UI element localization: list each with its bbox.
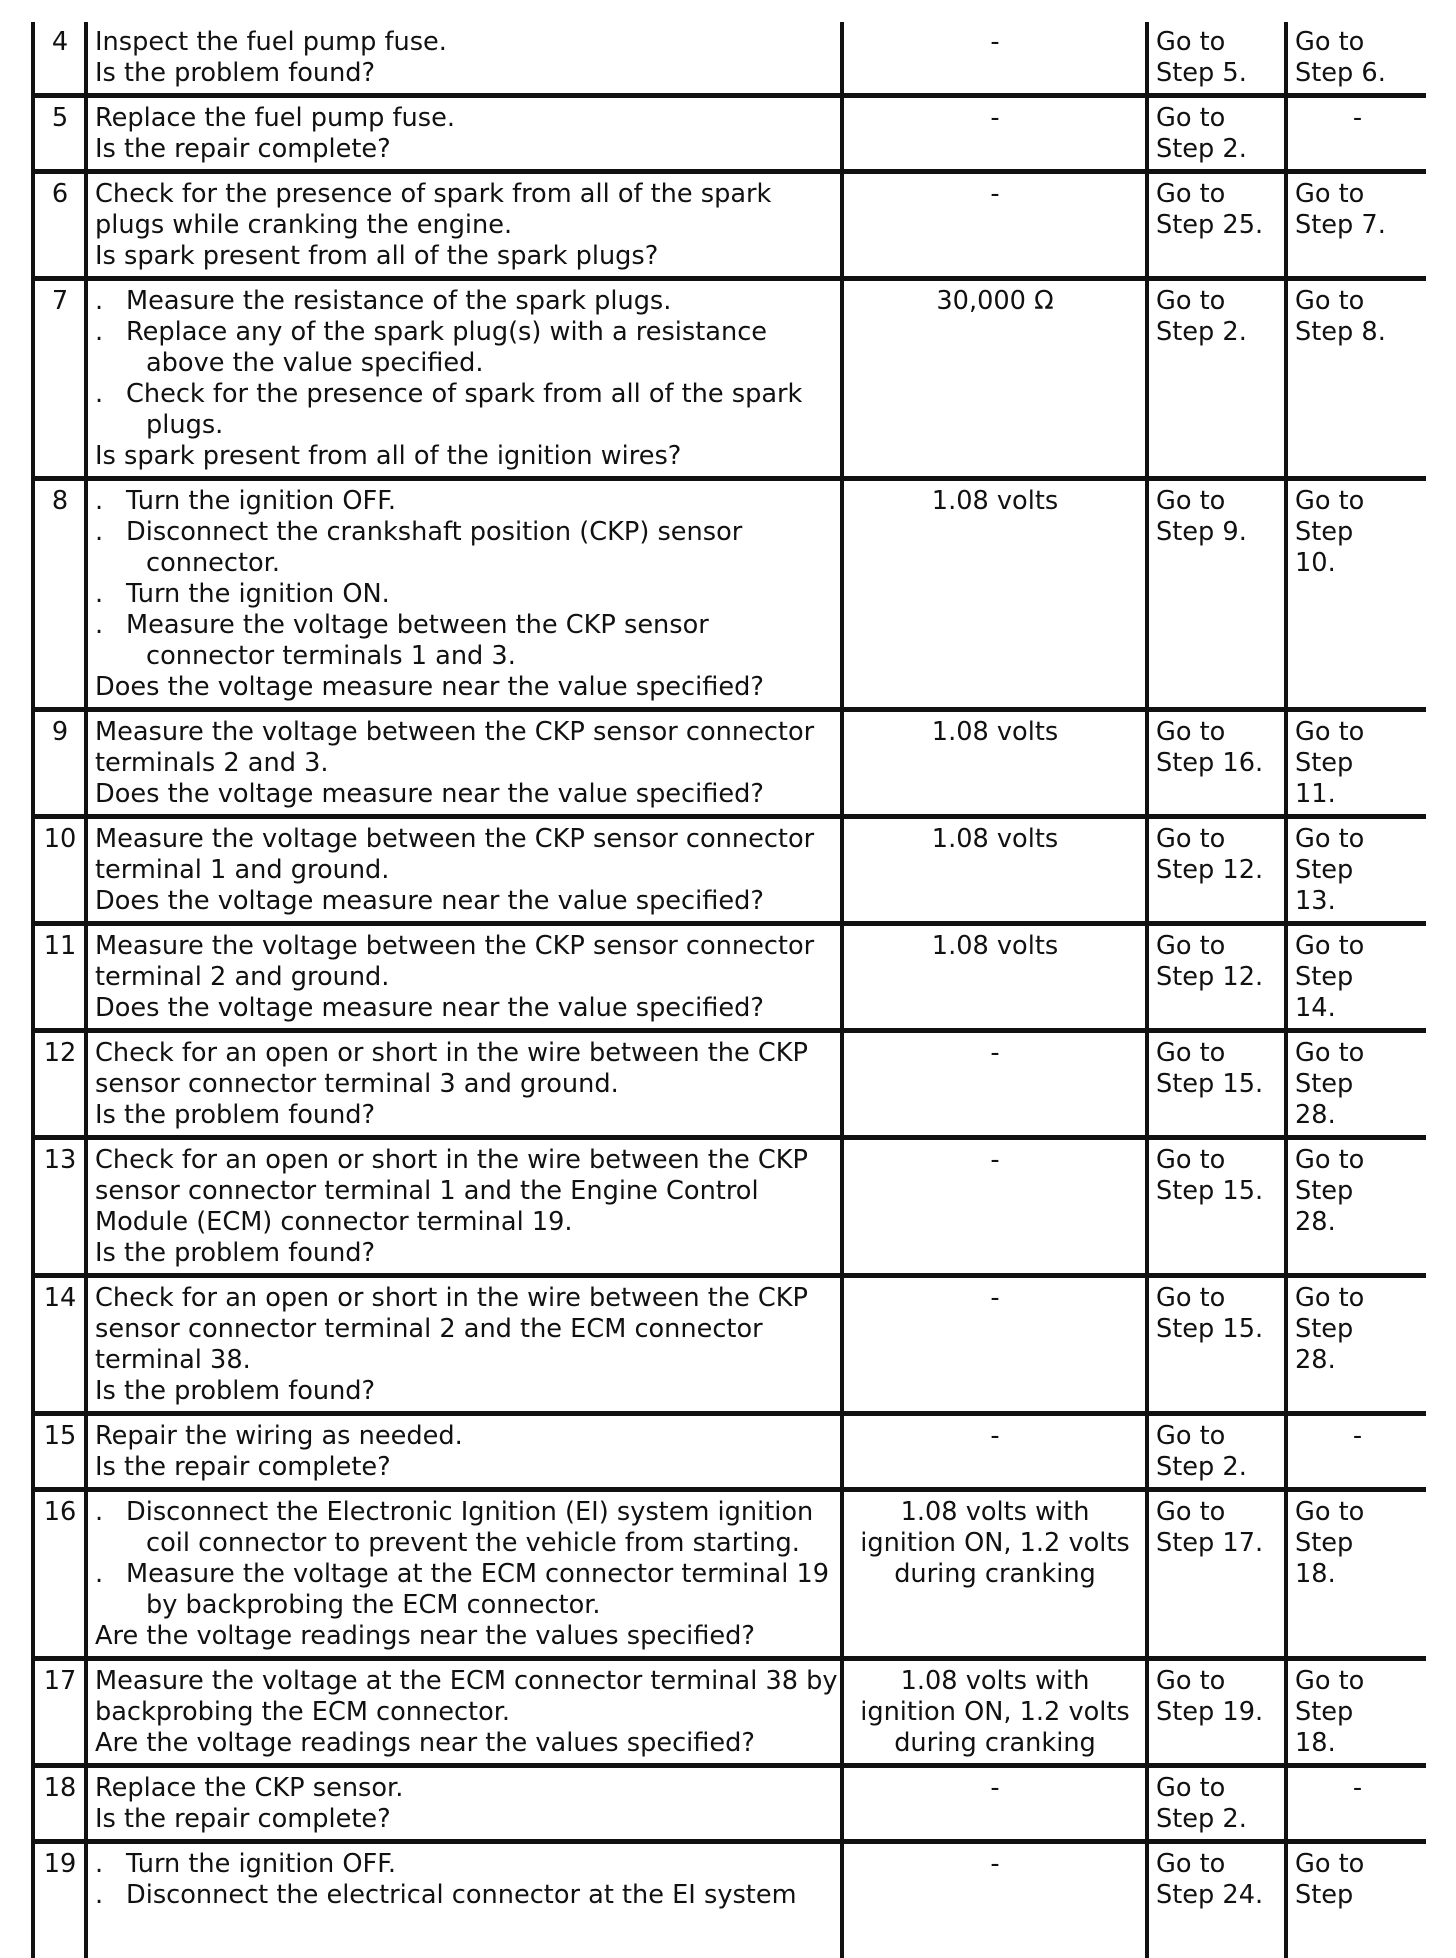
no-action-cell	[1286, 22, 1426, 96]
table-row	[33, 1031, 1426, 1138]
action-bullet-item	[95, 1849, 834, 1880]
no-goto-text: 14.	[1295, 993, 1336, 1023]
value-cell	[842, 1276, 1147, 1414]
no-goto-text: 28.	[1295, 1207, 1336, 1237]
table-row	[33, 1766, 1426, 1842]
bullet-text-line: Replace any of the spark plug(s) with a resistance	[126, 317, 768, 347]
no-action-cell	[1286, 1414, 1426, 1490]
yes-goto-text: Go to	[1156, 1145, 1226, 1175]
diagnostic-step-table	[31, 22, 1426, 1958]
bullet-text-line: plugs.	[146, 410, 224, 440]
action-cell	[86, 1842, 842, 1958]
step-number-cell	[33, 817, 86, 924]
no-goto-text: Step 6.	[1295, 58, 1386, 88]
action-text-line: Is the repair complete?	[95, 134, 391, 164]
yes-goto-text: Step 24.	[1156, 1880, 1264, 1910]
yes-action-cell	[1147, 96, 1286, 172]
action-text-line: Check for the presence of spark from all of the spark	[95, 179, 772, 209]
no-goto-text: -	[1352, 103, 1363, 133]
specified-value: 1.08 volts	[931, 931, 1059, 961]
specified-value: 1.08 volts	[931, 717, 1059, 747]
value-cell	[842, 479, 1147, 710]
specified-value: -	[990, 1421, 1000, 1451]
action-text-line: Measure the voltage between the CKP sensor connector	[95, 824, 815, 854]
action-cell	[86, 172, 842, 279]
bullet-marker: .	[95, 486, 104, 516]
action-cell	[86, 1766, 842, 1842]
yes-action-cell	[1147, 479, 1286, 710]
no-goto-text: 11.	[1295, 779, 1336, 809]
value-cell	[842, 1031, 1147, 1138]
no-goto-text: Step	[1295, 1069, 1354, 1099]
step-number-cell	[33, 1031, 86, 1138]
bullet-text-line: Disconnect the crankshaft position (CKP) sensor	[126, 517, 743, 547]
no-goto-text: Go to	[1295, 824, 1365, 854]
step-number-cell	[33, 479, 86, 710]
no-action-cell	[1286, 1031, 1426, 1138]
yes-goto-text: Go to	[1156, 824, 1226, 854]
action-text-line: Module (ECM) connector terminal 19.	[95, 1207, 573, 1237]
specified-value: -	[990, 103, 1000, 133]
table-body	[33, 22, 1426, 1958]
table-row	[33, 1490, 1426, 1659]
yes-goto-text: Go to	[1156, 1497, 1226, 1527]
specified-value: 1.08 volts with	[900, 1666, 1090, 1696]
bullet-text-line: Disconnect the electrical connector at the EI system	[126, 1880, 797, 1910]
yes-action-cell	[1147, 172, 1286, 279]
no-goto-text: Go to	[1295, 27, 1365, 57]
action-text-line: Measure the voltage at the ECM connector terminal 38 by	[95, 1666, 838, 1696]
no-goto-text: 28.	[1295, 1345, 1336, 1375]
yes-goto-text: Go to	[1156, 717, 1226, 747]
action-cell	[86, 1490, 842, 1659]
action-text-line: Repair the wiring as needed.	[95, 1421, 463, 1451]
action-text-line: Is the problem found?	[95, 58, 376, 88]
table-row	[33, 96, 1426, 172]
yes-goto-text: Step 2.	[1156, 134, 1247, 164]
action-text-line: Is the problem found?	[95, 1100, 376, 1130]
yes-action-cell	[1147, 710, 1286, 817]
bullet-marker: .	[95, 517, 104, 547]
specified-value: -	[990, 179, 1000, 209]
step-number-cell	[33, 22, 86, 96]
no-goto-text: 13.	[1295, 886, 1336, 916]
action-text-line: backprobing the ECM connector.	[95, 1697, 511, 1727]
yes-action-cell	[1147, 279, 1286, 479]
table-row	[33, 1659, 1426, 1766]
no-goto-text: 18.	[1295, 1728, 1336, 1758]
no-action-cell	[1286, 1659, 1426, 1766]
specified-value: during cranking	[894, 1728, 1096, 1758]
bullet-text-line: Check for the presence of spark from all of the spark	[126, 379, 803, 409]
no-goto-text: Go to	[1295, 286, 1365, 316]
step-number-cell	[33, 710, 86, 817]
specified-value: during cranking	[894, 1559, 1096, 1589]
action-text-line: Measure the voltage between the CKP sensor connector	[95, 931, 815, 961]
yes-goto-text: Step 2.	[1156, 1452, 1247, 1482]
yes-action-cell	[1147, 1766, 1286, 1842]
bullet-marker: .	[95, 1880, 104, 1910]
yes-action-cell	[1147, 924, 1286, 1031]
yes-goto-text: Go to	[1156, 27, 1226, 57]
bullet-marker: .	[95, 1559, 104, 1589]
yes-goto-text: Step 15.	[1156, 1176, 1264, 1206]
table-row	[33, 924, 1426, 1031]
step-number: 4	[51, 27, 69, 57]
action-cell	[86, 924, 842, 1031]
step-number: 15	[43, 1421, 77, 1451]
bullet-marker: .	[95, 286, 104, 316]
action-bullet-item	[95, 379, 834, 441]
action-cell	[86, 1138, 842, 1276]
bullet-text-line: Turn the ignition ON.	[126, 579, 390, 609]
step-number: 5	[51, 103, 69, 133]
action-text-line: Check for an open or short in the wire between the CKP	[95, 1145, 808, 1175]
no-goto-text: Go to	[1295, 1497, 1365, 1527]
specified-value: -	[990, 1038, 1000, 1068]
step-number-cell	[33, 1276, 86, 1414]
bullet-text-line: Turn the ignition OFF.	[126, 1849, 396, 1879]
step-number: 14	[43, 1283, 77, 1313]
yes-goto-text: Step 15.	[1156, 1314, 1264, 1344]
value-cell	[842, 924, 1147, 1031]
no-goto-text: Step	[1295, 1697, 1354, 1727]
no-goto-text: -	[1352, 1773, 1363, 1803]
bullet-text-line: by backprobing the ECM connector.	[146, 1590, 601, 1620]
action-text-line: Is the repair complete?	[95, 1452, 391, 1482]
no-goto-text: Step	[1295, 855, 1354, 885]
bullet-marker: .	[95, 379, 104, 409]
action-text-line: sensor connector terminal 3 and ground.	[95, 1069, 619, 1099]
bullet-text-line: connector terminals 1 and 3.	[146, 641, 516, 671]
action-text-line: Are the voltage readings near the values specified?	[95, 1728, 755, 1758]
no-goto-text: Step	[1295, 1528, 1354, 1558]
no-goto-text: 10.	[1295, 548, 1336, 578]
step-number: 19	[43, 1849, 77, 1879]
table-row	[33, 1138, 1426, 1276]
bullet-text-line: Measure the resistance of the spark plugs.	[126, 286, 672, 316]
yes-action-cell	[1147, 817, 1286, 924]
step-number-cell	[33, 1138, 86, 1276]
yes-action-cell	[1147, 1138, 1286, 1276]
step-number: 16	[43, 1497, 77, 1527]
action-bullet-item	[95, 610, 834, 672]
table-row	[33, 172, 1426, 279]
specified-value: ignition ON, 1.2 volts	[860, 1697, 1130, 1727]
value-cell	[842, 1842, 1147, 1958]
no-action-cell	[1286, 817, 1426, 924]
action-cell	[86, 1659, 842, 1766]
yes-goto-text: Step 17.	[1156, 1528, 1264, 1558]
yes-goto-text: Step 16.	[1156, 748, 1264, 778]
yes-goto-text: Go to	[1156, 103, 1226, 133]
no-goto-text: Step	[1295, 1176, 1354, 1206]
action-cell	[86, 22, 842, 96]
yes-goto-text: Go to	[1156, 1773, 1226, 1803]
value-cell	[842, 279, 1147, 479]
action-bullet-item	[95, 1880, 834, 1911]
no-goto-text: Go to	[1295, 486, 1365, 516]
no-goto-text: Go to	[1295, 1038, 1365, 1068]
yes-action-cell	[1147, 1414, 1286, 1490]
action-text-line: sensor connector terminal 1 and the Engine Control	[95, 1176, 759, 1206]
specified-value: 1.08 volts with	[900, 1497, 1090, 1527]
yes-goto-text: Go to	[1156, 1421, 1226, 1451]
table-row	[33, 1842, 1426, 1958]
step-number: 6	[51, 179, 69, 209]
action-text-line: plugs while cranking the engine.	[95, 210, 513, 240]
action-bullet-item	[95, 286, 834, 317]
value-cell	[842, 710, 1147, 817]
no-action-cell	[1286, 279, 1426, 479]
step-number: 8	[51, 486, 69, 516]
action-cell	[86, 817, 842, 924]
value-cell	[842, 172, 1147, 279]
no-goto-text: Step 8.	[1295, 317, 1386, 347]
action-text-line: Check for an open or short in the wire between the CKP	[95, 1038, 808, 1068]
yes-action-cell	[1147, 1842, 1286, 1958]
action-bullet-item	[95, 317, 834, 379]
step-number-cell	[33, 1490, 86, 1659]
step-number-cell	[33, 1414, 86, 1490]
action-text-line: Is the repair complete?	[95, 1804, 391, 1834]
no-goto-text: Go to	[1295, 931, 1365, 961]
yes-goto-text: Go to	[1156, 1666, 1226, 1696]
no-action-cell	[1286, 1138, 1426, 1276]
yes-action-cell	[1147, 1031, 1286, 1138]
no-goto-text: -	[1352, 1421, 1363, 1451]
specified-value: -	[990, 1849, 1000, 1879]
bullet-text-line: Turn the ignition OFF.	[126, 486, 396, 516]
action-text-line: sensor connector terminal 2 and the ECM connector	[95, 1314, 763, 1344]
value-cell	[842, 1490, 1147, 1659]
yes-goto-text: Step 12.	[1156, 962, 1264, 992]
step-number-cell	[33, 1766, 86, 1842]
value-cell	[842, 1659, 1147, 1766]
diagnostic-table-page	[31, 22, 1426, 1958]
no-action-cell	[1286, 924, 1426, 1031]
no-goto-text: Step 7.	[1295, 210, 1386, 240]
action-text-line: Is the problem found?	[95, 1238, 376, 1268]
yes-goto-text: Go to	[1156, 1038, 1226, 1068]
value-cell	[842, 96, 1147, 172]
step-number: 7	[51, 286, 69, 316]
bullet-text-line: above the value specified.	[146, 348, 484, 378]
bullet-text-line: connector.	[146, 548, 280, 578]
step-number-cell	[33, 1842, 86, 1958]
action-cell	[86, 479, 842, 710]
action-text-line: Does the voltage measure near the value specified?	[95, 886, 764, 916]
no-goto-text: Go to	[1295, 1145, 1365, 1175]
action-bullet-item	[95, 1559, 834, 1621]
yes-goto-text: Step 15.	[1156, 1069, 1264, 1099]
action-text-line: Is the problem found?	[95, 1376, 376, 1406]
action-text-line: Inspect the fuel pump fuse.	[95, 27, 447, 57]
value-cell	[842, 1414, 1147, 1490]
no-goto-text: Go to	[1295, 1849, 1365, 1879]
action-cell	[86, 279, 842, 479]
bullet-text-line: Measure the voltage at the ECM connector terminal 19	[126, 1559, 830, 1589]
action-cell	[86, 1276, 842, 1414]
action-text-line: Check for an open or short in the wire between the CKP	[95, 1283, 808, 1313]
step-number-cell	[33, 1659, 86, 1766]
table-row	[33, 22, 1426, 96]
step-number: 12	[43, 1038, 77, 1068]
step-number-cell	[33, 279, 86, 479]
no-action-cell	[1286, 1766, 1426, 1842]
action-cell	[86, 710, 842, 817]
bullet-marker: .	[95, 610, 104, 640]
value-cell	[842, 1138, 1147, 1276]
step-number-cell	[33, 96, 86, 172]
no-goto-text: Step	[1295, 748, 1354, 778]
yes-action-cell	[1147, 22, 1286, 96]
yes-goto-text: Step 5.	[1156, 58, 1247, 88]
action-text-line: Is spark present from all of the spark plugs?	[95, 241, 659, 271]
action-cell	[86, 1031, 842, 1138]
yes-action-cell	[1147, 1276, 1286, 1414]
no-goto-text: 18.	[1295, 1559, 1336, 1589]
bullet-marker: .	[95, 579, 104, 609]
yes-goto-text: Go to	[1156, 179, 1226, 209]
table-row	[33, 479, 1426, 710]
no-goto-text: 28.	[1295, 1100, 1336, 1130]
specified-value: ignition ON, 1.2 volts	[860, 1528, 1130, 1558]
action-bullet-item	[95, 1497, 834, 1559]
yes-goto-text: Go to	[1156, 931, 1226, 961]
action-bullet-item	[95, 579, 834, 610]
table-row	[33, 1276, 1426, 1414]
action-text-line: terminals 2 and 3.	[95, 748, 329, 778]
bullet-text-line: Disconnect the Electronic Ignition (EI) system ignition	[126, 1497, 814, 1527]
yes-goto-text: Step 2.	[1156, 1804, 1247, 1834]
table-row	[33, 710, 1426, 817]
bullet-marker: .	[95, 1849, 104, 1879]
step-question: Is spark present from all of the ignition wires?	[95, 441, 682, 471]
step-number: 10	[43, 824, 77, 854]
specified-value: 1.08 volts	[931, 824, 1059, 854]
action-cell	[86, 1414, 842, 1490]
no-goto-text: Step	[1295, 962, 1354, 992]
step-question: Does the voltage measure near the value specified?	[95, 672, 764, 702]
yes-goto-text: Step 12.	[1156, 855, 1264, 885]
yes-goto-text: Go to	[1156, 1283, 1226, 1313]
yes-goto-text: Step 9.	[1156, 517, 1247, 547]
yes-goto-text: Go to	[1156, 1849, 1226, 1879]
action-text-line: Does the voltage measure near the value specified?	[95, 779, 764, 809]
action-text-line: terminal 2 and ground.	[95, 962, 390, 992]
no-goto-text: Step	[1295, 1880, 1354, 1910]
no-action-cell	[1286, 1490, 1426, 1659]
action-text-line: terminal 1 and ground.	[95, 855, 390, 885]
yes-goto-text: Go to	[1156, 486, 1226, 516]
step-number-cell	[33, 172, 86, 279]
yes-goto-text: Go to	[1156, 286, 1226, 316]
action-cell	[86, 96, 842, 172]
action-bullet-item	[95, 486, 834, 517]
specified-value: 30,000 Ω	[936, 286, 1054, 316]
no-goto-text: Step	[1295, 1314, 1354, 1344]
bullet-marker: .	[95, 317, 104, 347]
action-text-line: Replace the CKP sensor.	[95, 1773, 404, 1803]
action-text-line: Does the voltage measure near the value specified?	[95, 993, 764, 1023]
yes-action-cell	[1147, 1490, 1286, 1659]
value-cell	[842, 22, 1147, 96]
step-number: 18	[43, 1773, 77, 1803]
step-number: 9	[51, 717, 69, 747]
specified-value: -	[990, 1283, 1000, 1313]
table-row	[33, 279, 1426, 479]
no-goto-text: Go to	[1295, 717, 1365, 747]
table-row	[33, 817, 1426, 924]
specified-value: -	[990, 1773, 1000, 1803]
action-text-line: terminal 38.	[95, 1345, 251, 1375]
no-action-cell	[1286, 710, 1426, 817]
step-number-cell	[33, 924, 86, 1031]
bullet-text-line: Measure the voltage between the CKP sensor	[126, 610, 709, 640]
no-action-cell	[1286, 479, 1426, 710]
action-text-line: Measure the voltage between the CKP sensor connector	[95, 717, 815, 747]
specified-value: -	[990, 27, 1000, 57]
no-action-cell	[1286, 172, 1426, 279]
yes-goto-text: Step 25.	[1156, 210, 1264, 240]
step-question: Are the voltage readings near the values specified?	[95, 1621, 755, 1651]
specified-value: 1.08 volts	[931, 486, 1059, 516]
action-bullet-item	[95, 517, 834, 579]
step-number: 11	[43, 931, 77, 961]
no-goto-text: Step	[1295, 517, 1354, 547]
value-cell	[842, 1766, 1147, 1842]
no-goto-text: Go to	[1295, 1283, 1365, 1313]
bullet-marker: .	[95, 1497, 104, 1527]
no-action-cell	[1286, 96, 1426, 172]
no-action-cell	[1286, 1276, 1426, 1414]
action-text-line: Replace the fuel pump fuse.	[95, 103, 455, 133]
table-row	[33, 1414, 1426, 1490]
step-number: 13	[43, 1145, 77, 1175]
step-number: 17	[43, 1666, 77, 1696]
yes-goto-text: Step 2.	[1156, 317, 1247, 347]
bullet-text-line: coil connector to prevent the vehicle from starting.	[146, 1528, 800, 1558]
no-goto-text: Go to	[1295, 179, 1365, 209]
specified-value: -	[990, 1145, 1000, 1175]
yes-goto-text: Step 19.	[1156, 1697, 1264, 1727]
no-goto-text: Go to	[1295, 1666, 1365, 1696]
yes-action-cell	[1147, 1659, 1286, 1766]
no-action-cell	[1286, 1842, 1426, 1958]
value-cell	[842, 817, 1147, 924]
